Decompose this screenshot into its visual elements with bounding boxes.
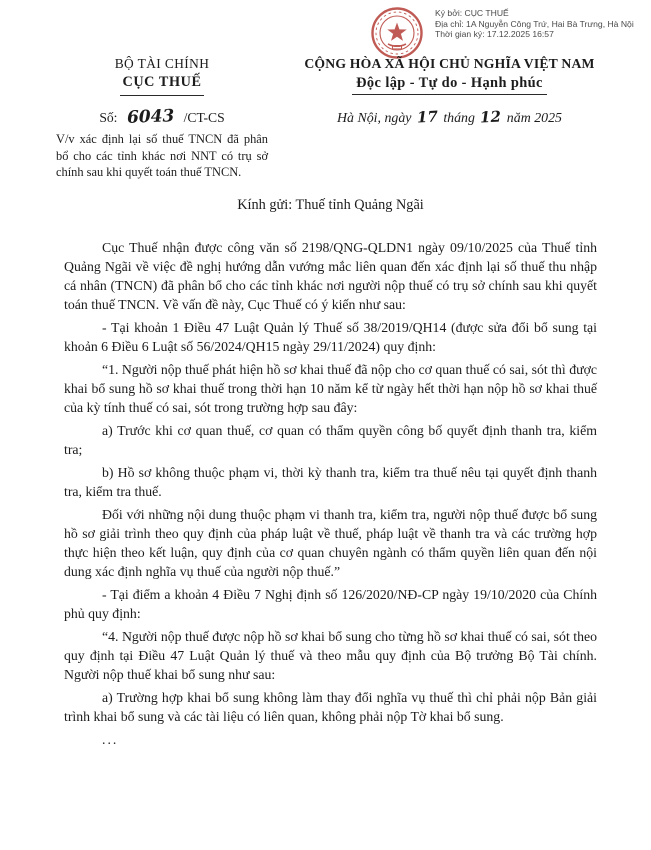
paragraph: “4. Người nộp thuế được nộp hồ sơ khai bổ sung cho từng hồ sơ khai thuế có sai, sót theo quy định tại Điều 47 Luật Quản lý thuế và theo mẫu quy định của Bộ trưởng Bộ Tài chính. Người nộp thuế khai bổ sung như sau:	[64, 629, 597, 682]
ministry-name: BỘ TÀI CHÍNH	[114, 56, 210, 71]
signature-info	[435, 6, 634, 40]
date-prefix: Hà Nội, ngày	[337, 111, 412, 126]
national-motto: Độc lập - Tự do - Hạnh phúc	[352, 75, 547, 95]
digital-signature-stamp	[368, 6, 634, 60]
paragraph: Đối với những nội dung thuộc phạm vi thanh tra, kiểm tra, người nộp thuế được bổ sung hồ sơ giải trình theo quy định của pháp luật về thuế, pháp luật về thanh tra và các trường hợp thực hiện theo kết luận, quy định của cơ quan chuyên ngành có thẩm quyền liên quan đến nội dung xác định nghĩa vụ thuế của người nộp thuế.”	[64, 507, 597, 579]
recipient-line: Kính gửi: Thuế tỉnh Quảng Ngãi	[237, 197, 424, 213]
national-header-block	[268, 56, 631, 181]
signature-signed-by: Ký bởi: CỤC THUẾ	[435, 8, 509, 18]
date-suffix: năm 2025	[506, 111, 562, 126]
country-name: CỘNG HÒA XÃ HỘI CHỦ NGHĨA VIỆT NAM	[304, 56, 595, 71]
letter-header	[56, 56, 631, 181]
document-subject: V/v xác định lại số thuế TNCN đã phân bổ cho các tỉnh khác nơi NNT có trụ sở chính sau khi quyết toán thuế TNCN.	[56, 132, 268, 179]
date-month-handwritten: 12	[479, 107, 502, 127]
document-number-line	[56, 107, 268, 127]
paragraph: Cục Thuế nhận được công văn số 2198/QNG-QLDN1 ngày 09/10/2025 của Thuế tỉnh Quảng Ngãi về việc đề nghị hướng dẫn vướng mắc liên quan đến xác định lại số thuế thu nhập cá nhân (TNCN) đã phân bổ cho các tỉnh khác nơi người nộp thuế có trụ sở chính sau khi quyết toán thuế TNCN. Về vấn đề này, Cục Thuế có ý kiến như sau:	[64, 240, 597, 312]
continuation-ellipsis: ...	[102, 732, 119, 747]
vietnam-national-emblem-icon	[368, 6, 426, 60]
paragraph: - Tại khoản 1 Điều 47 Luật Quản lý Thuế số 38/2019/QH14 (được sửa đổi bổ sung tại khoản 6 Điều 6 Luật số 56/2024/QH15 ngày 29/11/2024) quy định:	[64, 320, 597, 354]
paragraph: a) Trước khi cơ quan thuế, cơ quan có thẩm quyền công bố quyết định thanh tra, kiểm tra;	[64, 423, 597, 457]
department-name: CỤC THUẾ	[122, 74, 202, 90]
document-number-label: Số:	[99, 110, 118, 125]
letter-body	[64, 197, 597, 753]
date-day-handwritten: 17	[416, 107, 439, 127]
signature-address: Địa chỉ: 1A Nguyễn Công Trứ, Hai Bà Trưng, Hà Nội	[435, 18, 634, 29]
paragraph: “1. Người nộp thuế phát hiện hồ sơ khai thuế đã nộp cho cơ quan thuế có sai, sót thì được khai bổ sung hồ sơ khai thuế trong thời hạn 10 năm kể từ ngày hết thời hạn nộp hồ sơ khai thuế của kỳ tính thuế có sai, sót trong trường hợp sau đây:	[64, 362, 597, 415]
paragraph: a) Trường hợp khai bổ sung không làm thay đổi nghĩa vụ thuế thì chỉ phải nộp Bản giải trình khai bổ sung và các tài liệu có liên quan, không phải nộp Tờ khai bổ sung.	[64, 690, 597, 724]
signature-time: Thời gian ký: 17.12.2025 16:57	[435, 29, 554, 39]
issuing-agency-block	[56, 56, 268, 181]
date-middle: tháng	[443, 111, 475, 126]
document-number-handwritten: 6043	[126, 106, 175, 128]
place-date-line	[268, 108, 631, 127]
paragraph: b) Hồ sơ không thuộc phạm vi, thời kỳ thanh tra, kiểm tra thuế nêu tại quyết định thanh tra, kiểm tra thuế.	[64, 465, 597, 499]
paragraph: - Tại điểm a khoản 4 Điều 7 Nghị định số 126/2020/NĐ-CP ngày 19/10/2020 của Chính phủ quy định:	[64, 587, 597, 621]
document-number-suffix: /CT-CS	[183, 110, 225, 125]
header-left-underline	[120, 95, 204, 96]
